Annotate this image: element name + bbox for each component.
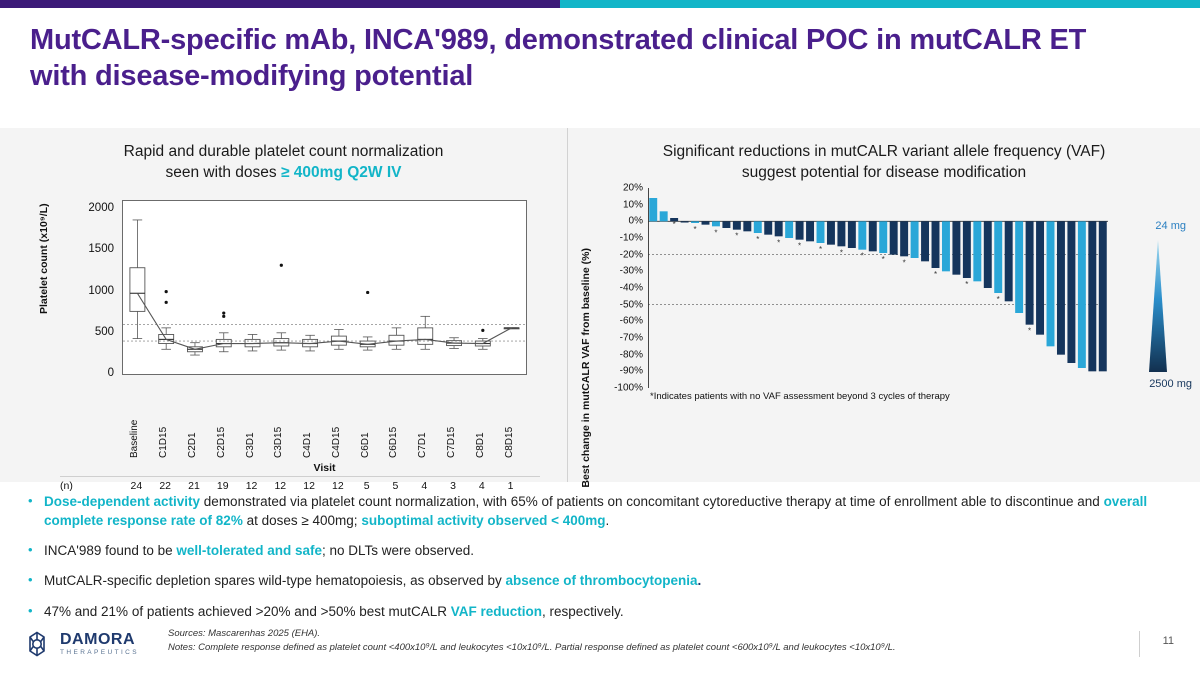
boxplot-x-tick: C4D1 xyxy=(302,432,314,458)
svg-text:*: * xyxy=(965,280,969,289)
boxplot-y-axis-label: Platelet count (x10⁹/L) xyxy=(38,203,50,314)
logo-company-tagline: THERAPEUTICS xyxy=(60,648,140,656)
boxplot-x-tick: C1D15 xyxy=(158,426,170,458)
svg-text:*: * xyxy=(798,241,802,251)
boxplot-x-tick: C6D1 xyxy=(359,432,371,458)
key-point-item xyxy=(28,541,1178,560)
key-point-segment: demonstrated via platelet count normalization, with 65% of patients on concomitant cytoreductive therapy at time of enrollment able to discontinue and xyxy=(200,494,1104,509)
slide-footer xyxy=(0,621,1200,675)
svg-text:*: * xyxy=(735,231,739,241)
waterfall-y-tick: -20% xyxy=(619,249,643,261)
footer-divider xyxy=(1139,631,1140,657)
boxplot-n-value: 24 xyxy=(130,480,143,492)
boxplot-x-tick: C8D1 xyxy=(474,432,486,458)
boxplot-n-value: 4 xyxy=(478,480,485,492)
logo-mark-icon xyxy=(22,629,52,659)
svg-text:*: * xyxy=(933,270,938,279)
key-point-item xyxy=(28,571,1178,590)
dose-gradient-wedge xyxy=(1140,240,1176,372)
svg-text:*: * xyxy=(777,238,781,248)
page-title: MutCALR-specific mAb, INCA'989, demonstrated clinical POC in mutCALR ET with disease-modifying potential xyxy=(30,24,1087,93)
left-chart-title xyxy=(0,128,567,184)
boxplot-y-tick: 0 xyxy=(107,367,114,379)
waterfall-y-tick: 20% xyxy=(622,182,643,194)
boxplot-x-tick: C6D15 xyxy=(388,426,400,458)
boxplot-n-value: 21 xyxy=(188,480,200,492)
waterfall-y-tick: 10% xyxy=(622,199,643,211)
key-point-item xyxy=(28,492,1178,530)
boxplot-plot-area xyxy=(122,200,527,375)
boxplot-n-value: 1 xyxy=(507,480,514,492)
top-accent-bar xyxy=(0,0,1200,8)
top-bar-teal-segment xyxy=(560,0,1200,8)
key-point-segment: absence of thrombocytopenia xyxy=(505,573,698,589)
key-point-segment: INCA'989 found to be xyxy=(44,543,177,559)
key-point-text xyxy=(44,571,701,590)
company-logo xyxy=(22,629,139,659)
key-point-segment: Dose-dependent activity xyxy=(44,494,201,509)
waterfall-y-tick: -80% xyxy=(619,349,643,361)
svg-text:*: * xyxy=(672,220,676,229)
boxplot-x-tick: C2D1 xyxy=(186,432,198,458)
waterfall-chart xyxy=(568,182,1200,488)
key-point-segment: suboptimal activity observed < 400mg xyxy=(361,513,606,529)
key-point-segment: , respectively. xyxy=(542,603,624,619)
key-point-item xyxy=(28,602,1178,621)
boxplot-x-tick: Baseline xyxy=(129,419,141,458)
boxplot-x-tick: C7D15 xyxy=(446,426,458,458)
boxplot-n-value: 3 xyxy=(450,480,456,492)
waterfall-y-tick: -90% xyxy=(619,365,643,377)
right-chart-title-line1: Significant reductions in mutCALR variant allele frequency (VAF) xyxy=(662,143,1106,160)
boxplot-n-value: 12 xyxy=(245,480,258,492)
waterfall-y-tick: -10% xyxy=(619,232,643,244)
boxplot-n-value: 5 xyxy=(363,480,370,492)
left-chart-title-line2: seen with doses xyxy=(165,163,281,181)
svg-text:*: * xyxy=(1028,326,1032,336)
key-points-list xyxy=(28,492,1178,632)
bullet-dot-icon: • xyxy=(28,602,33,618)
boxplot-n-value: 22 xyxy=(159,480,172,492)
waterfall-y-tick: -70% xyxy=(619,332,643,344)
boxplot-y-tick: 2000 xyxy=(88,202,114,215)
boxplot-chart xyxy=(0,194,568,492)
key-point-segment: overall complete response rate of 82% xyxy=(44,494,1148,529)
right-chart-title-line2: suggest potential for disease modification xyxy=(741,163,1027,181)
waterfall-y-tick: 0% xyxy=(628,215,643,227)
sources-note xyxy=(168,627,896,655)
waterfall-y-ticks xyxy=(598,182,646,394)
right-chart-title xyxy=(568,128,1200,184)
key-point-segment: well-tolerated and safe xyxy=(176,543,322,559)
key-point-text xyxy=(44,602,624,621)
boxplot-y-tick: 500 xyxy=(94,325,114,338)
key-point-segment: . xyxy=(605,513,610,529)
boxplot-n-value: 4 xyxy=(421,480,428,492)
waterfall-footnote: *Indicates patients with no VAF assessment beyond 3 cycles of therapy xyxy=(650,391,950,402)
svg-text:*: * xyxy=(756,235,760,244)
boxplot-x-ticks xyxy=(122,380,527,458)
key-point-segment: at doses ≥ 400mg; xyxy=(242,513,362,529)
dose-low-label: 24 mg xyxy=(1155,220,1186,232)
key-point-segment: MutCALR-specific depletion spares wild-type hematopoiesis, as observed by xyxy=(44,573,506,589)
key-point-segment: ; no DLTs were observed. xyxy=(321,543,475,559)
boxplot-n-value: 19 xyxy=(216,480,229,492)
boxplot-svg xyxy=(123,201,526,374)
key-point-text xyxy=(44,492,1178,530)
left-chart-panel xyxy=(0,128,568,492)
boxplot-x-axis-label: Visit xyxy=(313,462,336,474)
waterfall-svg xyxy=(648,188,1108,388)
boxplot-y-tick: 1000 xyxy=(88,284,114,297)
key-point-segment: VAF reduction xyxy=(450,603,543,619)
left-chart-title-accent: ≥ 400mg Q2W IV xyxy=(280,163,402,181)
boxplot-x-tick: C2D15 xyxy=(215,426,227,458)
boxplot-n-value: 12 xyxy=(332,480,344,492)
charts-container xyxy=(0,128,1200,492)
right-chart-panel xyxy=(568,128,1200,488)
top-bar-purple-segment xyxy=(0,0,560,8)
sources-line-1: Sources: Mascarenhas 2025 (EHA). xyxy=(168,628,321,639)
boxplot-x-tick: C8D15 xyxy=(503,426,515,458)
boxplot-y-tick: 1500 xyxy=(88,243,114,256)
boxplot-x-tick: C3D1 xyxy=(244,432,256,458)
boxplot-n-label: (n) xyxy=(60,480,73,492)
key-point-segment: 47% and 21% of patients achieved >20% and >50% best mutCALR xyxy=(44,603,451,619)
boxplot-x-tick: C4D15 xyxy=(330,426,342,458)
boxplot-x-tick: C3D15 xyxy=(273,426,285,458)
svg-text:*: * xyxy=(860,251,864,261)
boxplot-n-value: 12 xyxy=(274,480,287,492)
boxplot-n-value: 5 xyxy=(392,480,399,492)
boxplot-n-value: 12 xyxy=(303,480,315,492)
waterfall-y-axis-label: Best change in mutCALR VAF from baseline (%) xyxy=(580,248,592,488)
bullet-dot-icon: • xyxy=(28,493,33,508)
page-number: 11 xyxy=(1162,635,1174,647)
boxplot-y-ticks xyxy=(66,194,118,379)
svg-text:*: * xyxy=(996,295,1000,304)
bullet-dot-icon: • xyxy=(28,542,33,558)
left-chart-title-line1: Rapid and durable platelet count normalization xyxy=(123,143,444,160)
logo-company-name: DAMORA xyxy=(60,631,135,649)
boxplot-x-tick: C7D1 xyxy=(417,432,429,458)
sources-line-2: Notes: Complete response defined as platelet count <400x10⁹/L and leukocytes <10x10⁹/L. Partial response defined as platelet count <600x10⁹/L and leukocytes <10x10⁹/L. xyxy=(168,641,896,653)
bullet-dot-icon: • xyxy=(28,572,33,588)
dose-high-label: 2500 mg xyxy=(1149,378,1192,390)
svg-text:*: * xyxy=(902,258,906,268)
waterfall-y-tick: -40% xyxy=(619,282,643,294)
svg-text:*: * xyxy=(714,228,718,238)
svg-text:*: * xyxy=(818,245,823,254)
waterfall-plot-area xyxy=(648,188,1108,388)
svg-text:*: * xyxy=(881,255,885,264)
svg-text:*: * xyxy=(693,225,697,234)
waterfall-y-tick: -100% xyxy=(614,382,643,394)
waterfall-y-tick: -30% xyxy=(619,265,643,277)
waterfall-y-tick: -60% xyxy=(619,315,643,327)
waterfall-y-tick: -50% xyxy=(619,299,643,311)
key-point-segment: . xyxy=(697,573,702,589)
key-point-text xyxy=(44,541,474,560)
boxplot-n-divider xyxy=(60,476,540,477)
svg-text:*: * xyxy=(839,248,843,258)
